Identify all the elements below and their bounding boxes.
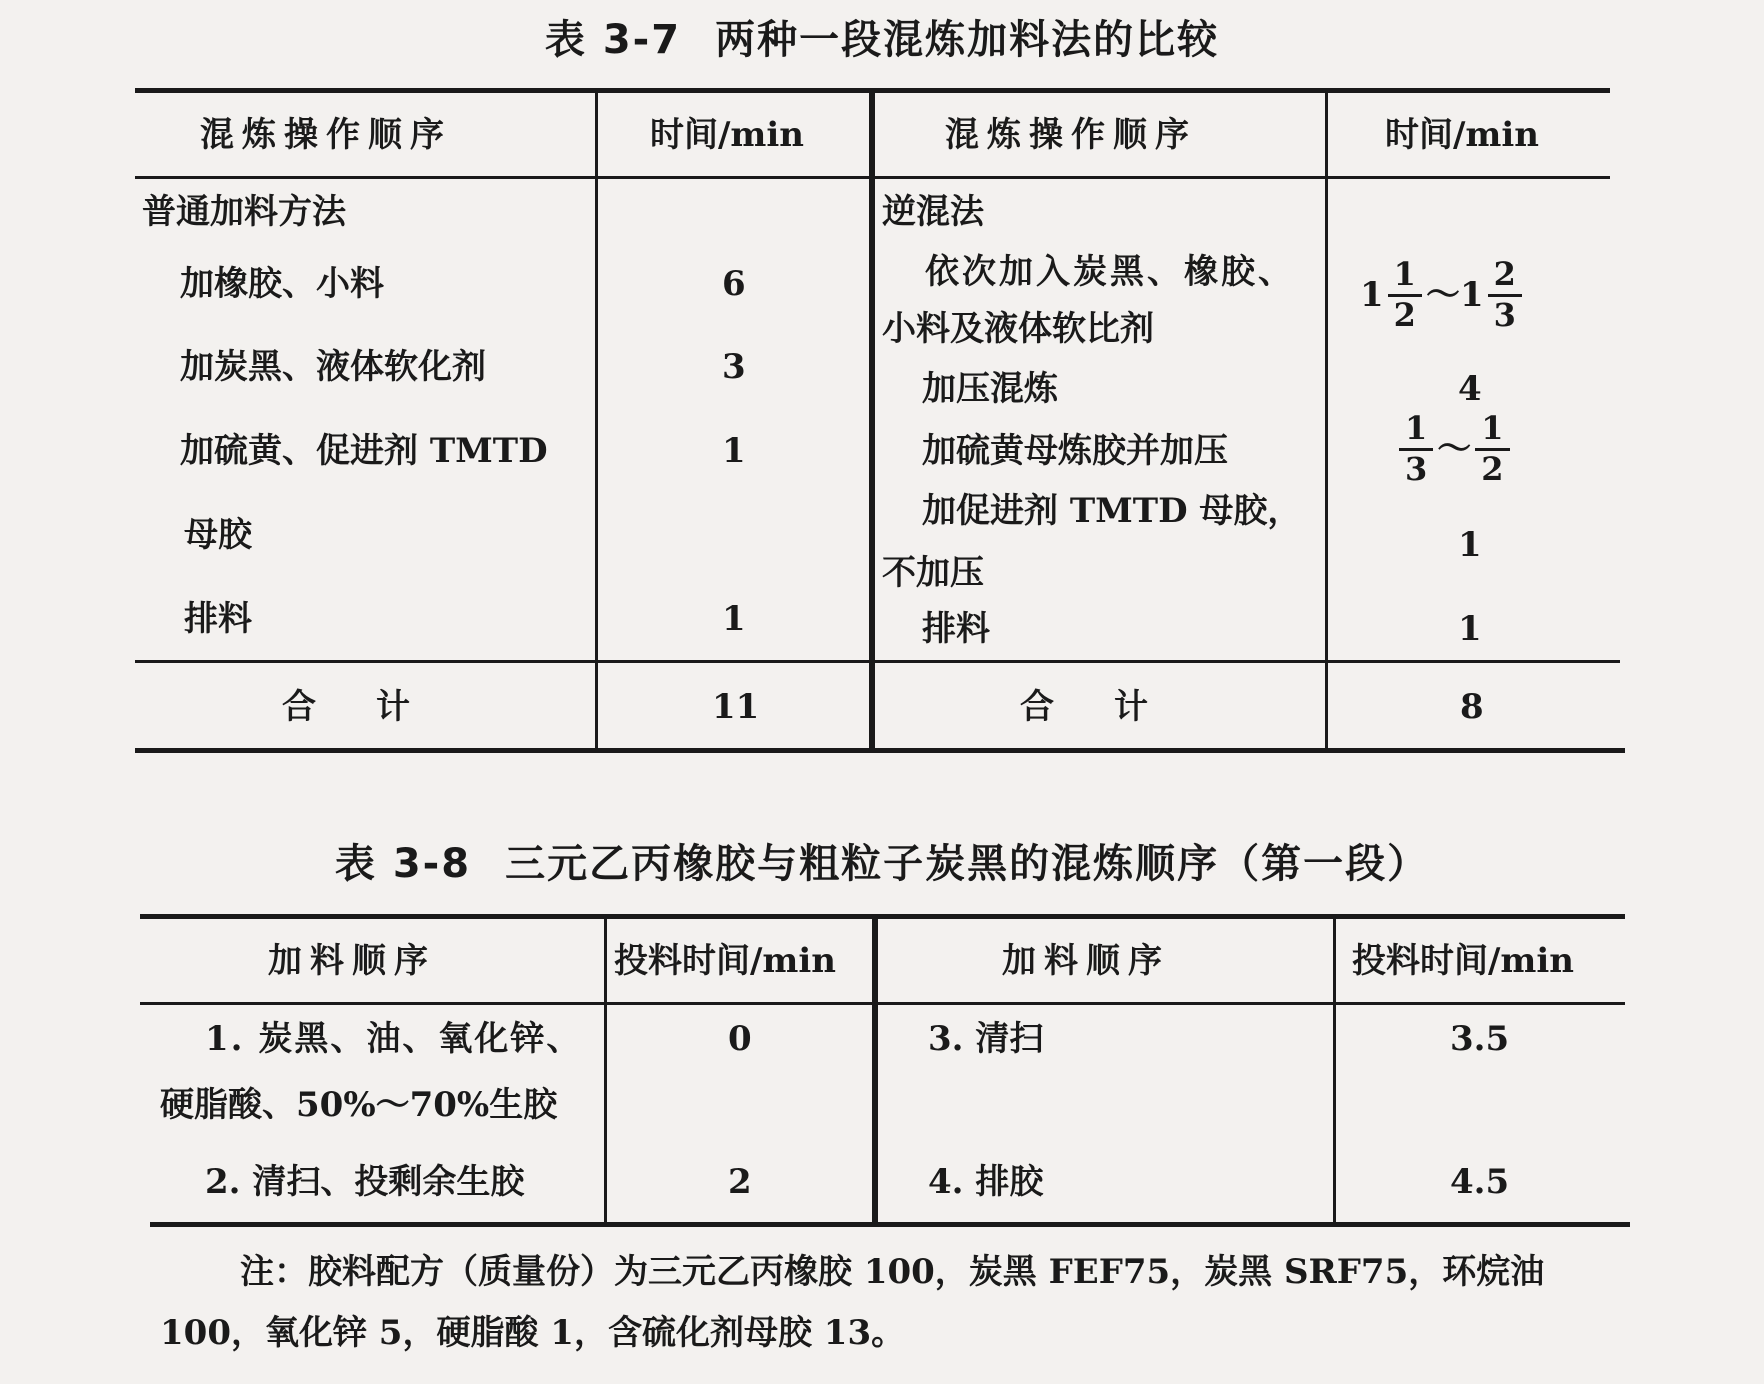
table2-col-rule-1 <box>604 919 607 1222</box>
table2-left-step-1: 1. 炭黑、油、氧化锌、 <box>205 1019 583 1059</box>
table1-left-step-2: 加炭黑、液体软化剂 <box>180 347 486 387</box>
table1-left-time-4: 1 <box>722 599 746 639</box>
table1-header-time-right: 时间/min <box>1385 115 1540 155</box>
table1-header-step-right: 混炼操作顺序 <box>945 115 1197 155</box>
table1-col-rule-1 <box>595 93 598 748</box>
table1-right-group: 逆混法 <box>882 192 984 232</box>
table1-right-time-1-b-num: 2 <box>1488 258 1522 297</box>
table1-right-time-1-a-num: 1 <box>1388 258 1422 297</box>
table1-col-rule-2 <box>869 93 875 748</box>
table1-right-step-1: 依次加入炭黑、橡胶、 <box>925 252 1295 292</box>
table2-header-time-left: 投料时间/min <box>614 941 837 981</box>
table1-caption-title: 两种一段混炼加料法的比较 <box>715 17 1220 63</box>
table1-header-step-left: 混炼操作顺序 <box>200 115 452 155</box>
table1-left-step-4: 排料 <box>184 599 252 639</box>
table1-right-step-5: 排料 <box>922 609 990 649</box>
table1-left-total-label: 合计 <box>282 687 470 727</box>
table2-caption-label: 表 3-8 <box>334 841 472 887</box>
table1-right-time-1-a-whole: 1 <box>1360 275 1384 316</box>
table1-right-time-2: 4 <box>1458 369 1482 409</box>
table1-right-time-1-a-fraction <box>1388 255 1422 334</box>
table1-right-time-1-sep: ～ <box>1425 275 1460 316</box>
table1-left-step-1: 加橡胶、小料 <box>180 264 384 304</box>
table2-header-step-left: 加料顺序 <box>268 941 436 981</box>
table1-right-step-3: 加硫黄母炼胶并加压 <box>922 431 1228 471</box>
table2-top-rule <box>140 914 1625 919</box>
table2-left-step-1-cont: 硬脂酸、50%～70%生胶 <box>160 1085 558 1125</box>
table1-left-time-2: 3 <box>722 347 746 387</box>
table2-left-time-2: 2 <box>728 1162 752 1202</box>
table2-header-step-right: 加料顺序 <box>1002 941 1170 981</box>
table1-col-rule-3 <box>1325 93 1328 748</box>
table1-right-time-3-sep: ～ <box>1437 429 1472 470</box>
table1-caption <box>0 8 1764 65</box>
table1-right-time-3-b-fraction <box>1475 409 1509 488</box>
table1-right-step-1-cont: 小料及液体软比剂 <box>882 309 1154 349</box>
table1-right-time-1-b-den: 3 <box>1493 295 1516 334</box>
table2-header-time-right: 投料时间/min <box>1352 941 1575 981</box>
table2-col-rule-2 <box>872 919 878 1222</box>
table1-right-total: 8 <box>1460 687 1484 727</box>
table1-header-time-left: 时间/min <box>650 115 805 155</box>
table2-left-time-1: 0 <box>728 1019 752 1059</box>
table1-right-step-4-cont: 不加压 <box>882 553 984 593</box>
table1-right-time-3-a-den: 3 <box>1405 449 1428 488</box>
table1-left-step-3-cont: 母胶 <box>184 515 252 555</box>
table1-left-group: 普通加料方法 <box>142 192 346 232</box>
table1-left-time-3: 1 <box>722 431 746 471</box>
table1-total-rule <box>135 660 1620 663</box>
table1-right-time-3-a-num: 1 <box>1399 412 1433 451</box>
table2-bottom-rule <box>150 1222 1630 1227</box>
table1-right-step-4: 加促进剂 TMTD 母胶， <box>922 491 1302 531</box>
table1-right-time-1-a-den: 2 <box>1393 295 1416 334</box>
table1-right-time-4: 1 <box>1458 525 1482 565</box>
table1-right-time-1-b-fraction <box>1488 255 1522 334</box>
table1-right-time-3-b-den: 2 <box>1481 449 1504 488</box>
table2-note: 注：胶料配方（质量份）为三元乙丙橡胶 100，炭黑 FEF75，炭黑 SRF75，环烷油 100，氧化锌 5，硬脂酸 1，含硫化剂母胶 13。 <box>160 1252 1545 1354</box>
table1-left-time-1: 6 <box>722 264 746 304</box>
table1-right-time-3 <box>1395 409 1514 488</box>
table1-right-step-2: 加压混炼 <box>922 369 1058 409</box>
table2-header-rule <box>140 1002 1625 1005</box>
table2-col-rule-3 <box>1333 919 1336 1222</box>
table1-right-time-3-a-fraction <box>1399 409 1433 488</box>
table1-bottom-rule <box>135 748 1625 753</box>
table2-caption <box>0 832 1764 889</box>
table2-right-time-2: 4.5 <box>1450 1162 1510 1202</box>
table2-left-step-2: 2. 清扫、投剩余生胶 <box>205 1162 525 1202</box>
table2-right-time-1: 3.5 <box>1450 1019 1510 1059</box>
table1-left-step-3: 加硫黄、促进剂 TMTD <box>180 431 548 471</box>
table2-right-step-2: 4. 排胶 <box>928 1162 1044 1202</box>
table1-right-time-1 <box>1360 255 1526 334</box>
table1-caption-label: 表 3-7 <box>544 17 682 63</box>
table2-right-step-1: 3. 清扫 <box>928 1019 1044 1059</box>
table1-left-total: 11 <box>712 687 760 727</box>
table1-right-time-3-b-num: 1 <box>1475 412 1509 451</box>
table1-right-time-5: 1 <box>1458 609 1482 649</box>
table1-right-total-label: 合计 <box>1020 687 1208 727</box>
table2-caption-title: 三元乙丙橡胶与粗粒子炭黑的混炼顺序（第一段） <box>505 841 1430 887</box>
table1-right-time-1-b-whole: 1 <box>1459 275 1484 316</box>
